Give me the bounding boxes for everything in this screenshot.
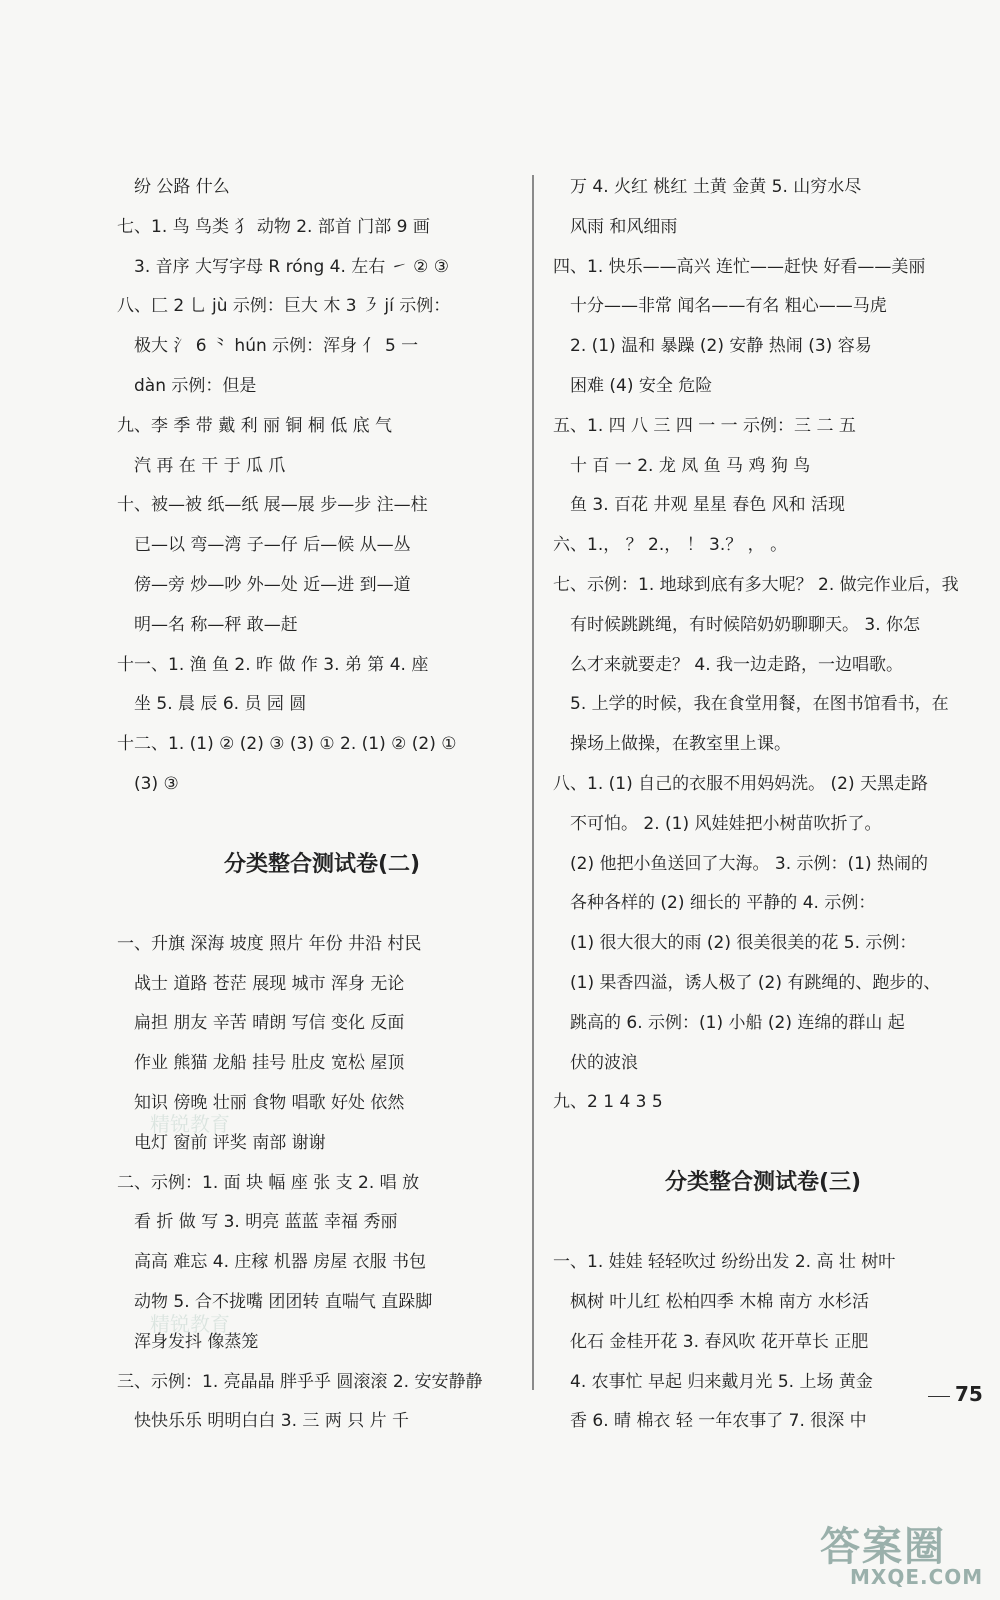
answer-line: 九、2 1 4 3 5 (553, 1092, 663, 1113)
answer-line: 汽 再 在 干 于 瓜 爪 (134, 455, 286, 476)
answer-line: 傍—旁 炒—吵 外—处 近—进 到—道 (134, 574, 411, 595)
answer-line: 3. 音序 大写字母 R róng 4. 左右 ㇀ ② ③ (134, 256, 449, 277)
answer-line: 一、1. 娃娃 轻轻吹过 纷纷出发 2. 高 壮 树叶 (553, 1252, 896, 1273)
answer-line: 坐 5. 晨 辰 6. 员 园 圆 (134, 694, 307, 715)
answer-line: 八、匚 2 乚 jù 示例：巨大 木 3 ㇋ jí 示例： (117, 296, 451, 317)
answer-line: 万 4. 火红 桃红 土黄 金黄 5. 山穷水尽 (570, 177, 862, 197)
answer-line: dàn 示例：但是 (134, 375, 257, 396)
answer-line: 各种各样的 (2) 细长的 平静的 4. 示例： (570, 893, 876, 914)
answer-line: 5. 上学的时候，我在食堂用餐，在图书馆看书，在 (570, 694, 949, 715)
answer-line: 十、被—被 纸—纸 展—展 步—步 注—柱 (117, 495, 428, 516)
left-column (117, 168, 527, 1442)
answer-line: 香 6. 晴 棉衣 轻 一年农事了 7. 很深 中 (570, 1411, 867, 1432)
answer-line: 困难 (4) 安全 危险 (570, 375, 713, 396)
answer-line: 作业 熊猫 龙船 挂号 肚皮 宽松 屋顶 (134, 1053, 405, 1074)
answer-line: 纷 公路 什么 (134, 177, 230, 197)
answer-line: 不可怕。 2. (1) 风娃娃把小树苗吹折了。 (570, 813, 882, 834)
watermark: 精锐教育 (150, 1312, 230, 1336)
answer-line: 十分——非常 闻名——有名 粗心——马虎 (570, 296, 887, 317)
site-logo (820, 1515, 995, 1595)
answer-line: 四、1. 快乐——高兴 连忙——赶快 好看——美丽 (553, 256, 926, 277)
answer-line: (2) 他把小鱼送回了大海。 3. 示例：(1) 热闹的 (570, 853, 928, 874)
answer-line: 么才来就要走？ 4. 我一边走路，一边唱歌。 (570, 654, 904, 675)
answer-line: 跳高的 6. 示例：(1) 小船 (2) 连绵的群山 起 (570, 1012, 905, 1033)
answer-line: 二、示例：1. 面 块 幅 座 张 支 2. 唱 放 (117, 1172, 420, 1193)
answer-line: 十二、1. (1) ② (2) ③ (3) ① 2. (1) ② (2) ① (117, 734, 457, 755)
answer-line: 伏的波浪 (570, 1052, 638, 1073)
answer-line: 七、示例：1. 地球到底有多大呢？ 2. 做完作业后，我 (553, 574, 959, 595)
answer-line: 动物 5. 合不拢嘴 团团转 直喘气 直跺脚 (134, 1291, 433, 1312)
answer-line: 十 百 一 2. 龙 凤 鱼 马 鸡 狗 鸟 (570, 455, 811, 476)
answer-line: 看 折 做 写 3. 明亮 蓝蓝 幸福 秀丽 (134, 1212, 398, 1233)
answer-line: (3) ③ (134, 773, 179, 794)
answer-line: 有时候跳跳绳，有时候陪奶奶聊聊天。 3. 你怎 (570, 614, 921, 635)
watermark: 精锐教育 (150, 1112, 230, 1136)
footer-rule (928, 1396, 950, 1397)
answer-line: 极大 氵 6 ⺀ hún 示例：浑身 亻 5 一 (134, 336, 419, 357)
section-title: 分类整合测试卷(三) (664, 1170, 862, 1196)
column-divider (532, 175, 534, 1390)
answer-line: 七、1. 鸟 鸟类 犭 动物 2. 部首 门部 9 画 (117, 216, 430, 237)
answer-line: 十一、1. 渔 鱼 2. 昨 做 作 3. 弟 第 4. 座 (117, 654, 429, 675)
answer-line: 电灯 窗前 评奖 南部 谢谢 (134, 1132, 326, 1153)
answer-line: 风雨 和风细雨 (570, 216, 678, 237)
answer-line: 一、升旗 深海 坡度 照片 年份 井沿 村民 (117, 933, 422, 954)
right-column (553, 168, 973, 1442)
answer-line: 鱼 3. 百花 井观 星星 春色 风和 活现 (570, 495, 846, 516)
answer-line: 九、李 季 带 戴 利 丽 铜 桐 低 底 气 (117, 415, 393, 436)
answer-line: 八、1. (1) 自己的衣服不用妈妈洗。 (2) 天黑走路 (553, 773, 928, 794)
logo-sub-text: MXQE.COM (850, 1565, 984, 1589)
answer-line: 快快乐乐 明明白白 3. 三 两 只 片 千 (134, 1411, 410, 1432)
answer-line: 操场上做操，在教室里上课。 (570, 734, 791, 755)
answer-line: 明—名 称—秤 敢—赶 (134, 614, 298, 635)
answer-line: 4. 农事忙 早起 归来戴月光 5. 上场 黄金 (570, 1371, 873, 1392)
answer-line: 五、1. 四 八 三 四 一 一 示例：三 二 五 (553, 415, 856, 436)
answer-line: (1) 很大很大的雨 (2) 很美很美的花 5. 示例： (570, 933, 917, 954)
logo-main-text: 答案圈 (820, 1524, 946, 1570)
answer-line: 六、1.， ？ 2.， ！ 3.？ ， 。 (553, 535, 788, 556)
answer-line: 扁担 朋友 辛苦 晴朗 写信 变化 反面 (134, 1013, 405, 1034)
answer-line: 浑身发抖 像蒸笼 (134, 1331, 259, 1352)
answer-line: 高高 难忘 4. 庄稼 机器 房屋 衣服 书包 (134, 1252, 427, 1273)
answer-line: 枫树 叶儿红 松柏四季 木棉 南方 水杉活 (570, 1291, 870, 1312)
answer-line: 战士 道路 苍茫 展现 城市 浑身 无论 (134, 973, 405, 994)
answer-line: 已—以 弯—湾 子—仔 后—候 从—丛 (134, 535, 411, 556)
answer-line: 2. (1) 温和 暴躁 (2) 安静 热闹 (3) 容易 (570, 336, 872, 357)
answer-line: 知识 傍晚 壮丽 食物 唱歌 好处 依然 (134, 1092, 405, 1113)
section-title: 分类整合测试卷(二) (223, 851, 421, 877)
answer-line: 化石 金桂开花 3. 春风吹 花开草长 正肥 (570, 1331, 869, 1352)
page-number: 75 (955, 1382, 983, 1406)
answer-line: (1) 果香四溢，诱人极了 (2) 有跳绳的、跑步的、 (570, 972, 941, 993)
answer-line: 三、示例：1. 亮晶晶 胖乎乎 圆滚滚 2. 安安静静 (117, 1371, 483, 1392)
